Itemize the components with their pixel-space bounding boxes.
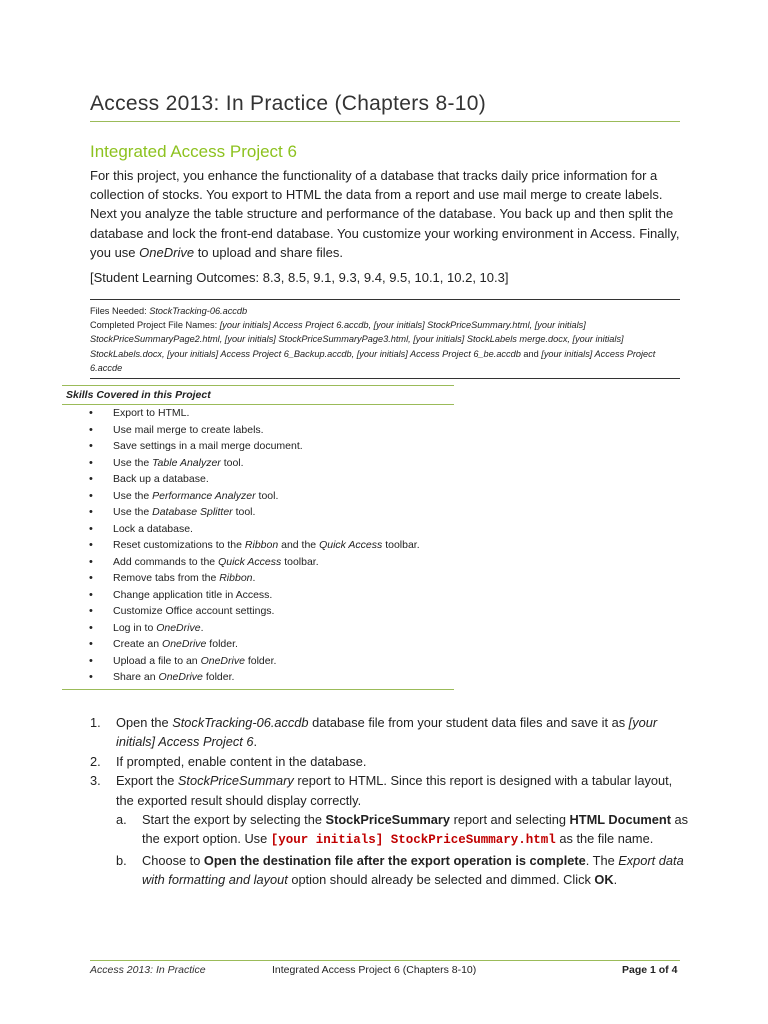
text-run: tool. [220,456,244,469]
text-run: OK [594,872,614,888]
step-text [116,771,690,810]
text-run: Use the [113,506,153,518]
skills-covered-box [62,385,454,690]
skill-item [62,438,454,455]
text-run: [your initials] StockPriceSummary.html [270,833,556,848]
text-run: Upload a file to an [113,654,201,667]
text-run: For this project, you enhance the functionality of a database that tracks daily price information for a collection of stocks. You export to HTML the data from a report and use mail merge to create labels. Next you analyze the table structure and performance of the database. You back up and then split the database and lock the front-end database. You customize your working environment in Access. Finally, you use [90,168,680,260]
step-item [90,752,690,771]
text-run: Use the [113,456,153,469]
project-intro [90,166,690,262]
text-run: . The [585,852,619,868]
text-run: report to HTML. Since this report is designed with a tabular layout, the exported result should display correctly. [116,773,673,808]
project-title: Integrated Access Project 6 [90,142,297,161]
text-run: tool. [232,506,256,518]
skill-item [62,636,454,653]
text-run: OneDrive [162,638,207,650]
substep-letter: b. [116,852,127,868]
skill-item [62,471,454,488]
substep-text [142,851,690,890]
text-run: Lock a database. [113,522,193,535]
skill-item [62,488,454,505]
text-run: If prompted, enable content in the database. [116,753,367,769]
text-run: . [200,621,204,634]
skill-item [62,504,454,521]
skill-item [62,455,454,472]
text-run: option should already be selected and dimmed. Click [287,872,595,888]
substep-letter: a. [116,812,127,828]
text-run: report and selecting [450,812,570,828]
skill-item [62,603,454,620]
text-run: OneDrive [158,671,203,683]
text-run: Export data with formatting and layout [142,852,684,888]
text-run: toolbar. [281,555,319,568]
text-run: Remove tabs from the [113,572,220,584]
text-run: [your initials] Access Project 6.accde [90,348,656,373]
text-run: Performance Analyzer [152,489,256,502]
text-run: HTML Document [569,812,671,828]
text-run: Table Analyzer [152,456,221,469]
text-run: and [520,348,542,359]
files-needed-label: Files Needed: [90,306,150,316]
text-run: Back up a database. [113,473,209,485]
text-run: tool. [255,489,279,502]
substep-text [142,810,690,851]
skills-heading: Skills Covered in this Project [62,385,454,405]
skill-item [62,405,454,422]
text-run: folder. [244,654,277,667]
files-needed-box [90,299,680,379]
files-needed-value: StockTracking-06.accdb [149,306,248,316]
text-run: Ribbon [244,539,279,551]
footer-page-number: Page 1 of 4 [622,964,678,976]
text-run: Start the export by selecting the [142,812,326,828]
text-run: folder. [202,671,235,683]
text-run: Database Splitter [152,506,233,518]
skill-item [62,554,454,571]
text-run: Customize Office account settings. [113,605,275,617]
text-run: StockPriceSummary [177,773,294,789]
text-run: OneDrive [200,654,245,667]
completed-files-list [90,318,680,375]
text-run: to upload and share files. [194,244,343,260]
step-number: 3. [90,773,101,789]
text-run: [your initials] Access Project 6.accdb, [your initials] StockPriceSummary.html, [your initials] StockPriceSummaryPage2.html, [your initials] StockPriceSummaryPage3.html, [your initials] StockLabels merge.docx, [your initials] StockLabels.docx, [your initials] Access Project 6_Backup.accdb, [your initials] Access Project 6_be.accdb [90,320,624,359]
text-run: StockTracking-06.accdb [172,715,309,730]
substep-item [116,810,690,851]
substep-item [116,851,690,890]
step-item [90,713,690,752]
text-run: [your initials] Access Project 6 [116,715,658,750]
text-run: Quick Access [218,555,282,568]
text-run: Use the [113,489,153,502]
step-item [90,771,690,889]
text-run: OneDrive [139,244,195,260]
text-run: Use mail merge to create labels. [113,423,264,436]
instruction-steps [90,713,690,890]
skill-item [62,422,454,439]
text-run: . [253,734,258,750]
skill-item [62,537,454,554]
text-run: as the export option. Use [142,812,689,847]
footer-divider [90,960,680,961]
text-run: Export to HTML. [113,407,190,419]
footer-book-title: Access 2013: In Practice [90,964,206,976]
text-run: Completed Project File Names: [90,320,220,331]
text-run: Quick Access [319,539,383,551]
text-run: database file from your student data files and save it as [308,715,629,730]
skill-item [62,521,454,538]
text-run: and the [278,539,320,551]
text-run: Save settings in a mail merge document. [113,440,303,452]
text-run: toolbar. [382,539,420,551]
step-text [116,713,690,752]
step-number: 1. [90,715,101,730]
text-run: . [613,872,618,888]
text-run: StockPriceSummary [325,812,451,828]
skills-list [62,405,454,690]
title-divider [90,121,680,122]
text-run: Choose to [142,852,204,868]
text-run: OneDrive [156,621,201,634]
text-run: Add commands to the [113,555,219,568]
text-run: Open the [116,715,173,730]
learning-outcomes: [Student Learning Outcomes: 8.3, 8.5, 9.1, 9.3, 9.4, 9.5, 10.1, 10.2, 10.3] [90,270,509,285]
text-run: Share an [113,671,159,683]
text-run: Create an [113,638,163,650]
footer-project-title: Integrated Access Project 6 (Chapters 8-10) [272,964,477,976]
text-run: Change application title in Access. [113,588,273,601]
step-number: 2. [90,753,101,769]
text-run: Reset customizations to the [113,539,245,551]
skill-item [62,669,454,686]
text-run: Ribbon [219,572,253,584]
skill-item [62,587,454,604]
document-title: Access 2013: In Practice (Chapters 8-10) [90,92,487,115]
step-text [116,752,690,771]
text-run: . [252,572,256,584]
files-needed-line [90,304,680,318]
text-run: Open the destination file after the export operation is complete [203,852,586,868]
skill-item [62,570,454,587]
text-run: folder. [206,638,238,650]
skill-item [62,653,454,670]
skill-item [62,620,454,637]
text-run: as the file name. [555,831,654,847]
text-run: Export the [116,773,178,789]
text-run: Log in to [113,621,157,634]
